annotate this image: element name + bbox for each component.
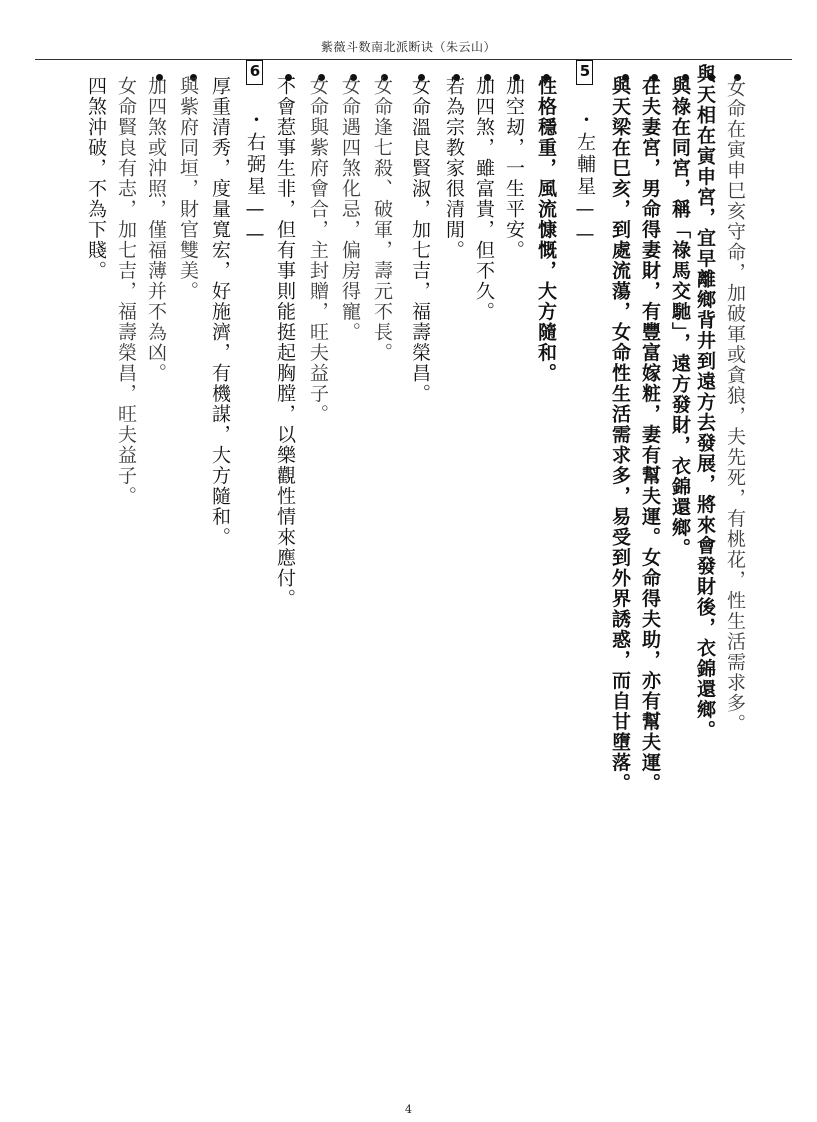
text-column: 與天梁在巳亥，到處流蕩，女命性生活需求多，易受到外界誘惑，而自甘墮落。 [609,76,631,794]
text-column: 女命溫良賢淑，加七吉，福壽榮昌。 [409,76,431,404]
text-column: 加空刼，一生平安。 [503,76,525,261]
text-column: 若為宗教家很清閒。 [443,76,465,261]
text-column: 女命與紫府會合，主封贈，旺夫益子。 [307,76,329,425]
section-number-box: 6 [246,62,264,83]
text-column: 與紫府同垣，財官雙美。 [177,76,199,302]
text-column: 不會惹事生非，但有事則能挺起胸膛，以樂觀性情來應付。 [274,76,296,609]
section-number-box: 5 [576,62,594,83]
text-column: 女命賢良有志，加七吉，福壽榮昌，旺夫益子。 [115,76,137,507]
text-column: 性格穩重，風流慷慨，大方隨和。 [535,76,557,384]
page-header-title: 紫薇斗数南北派断诀（朱云山） [320,40,496,54]
section-heading [575,60,594,248]
text-column: 與天相在寅申宮，宜早離鄉背井到遠方去發展，將來會發財後，衣錦還鄉。 [694,64,716,741]
text-column: 四煞沖破，不為下賤。 [85,76,107,281]
text-column: 在夫妻宮，男命得妻財，有豐富嫁粧，妻有幫夫運。女命得夫助，亦有幫夫運。 [639,76,661,794]
text-column: 加四煞或沖照，僅福薄并不為凶。 [145,76,167,384]
text-column: 加四煞，雖富貴，但不久。 [473,76,495,322]
text-column: 女命逢七殺、破軍，壽元不長。 [371,76,393,363]
text-column: 與祿在同宮，稱「祿馬交馳」，遠方發財，衣錦還鄉。 [669,76,691,559]
text-column: 女命遇四煞化忌，偏房得寵。 [339,76,361,343]
section-title: ・右弼星—— [244,110,266,248]
section-heading [245,60,264,248]
section-title: ・左輔星—— [574,110,596,248]
page-number: 4 [405,1103,412,1116]
text-column: 厚重清秀，度量寬宏，好施濟，有機謀，大方隨和。 [209,76,231,548]
text-column: 女命在寅申巳亥守命，加破軍或貪狼，夫先死，有桃花，性生活需求多。 [724,78,746,734]
scanned-page [60,60,760,840]
